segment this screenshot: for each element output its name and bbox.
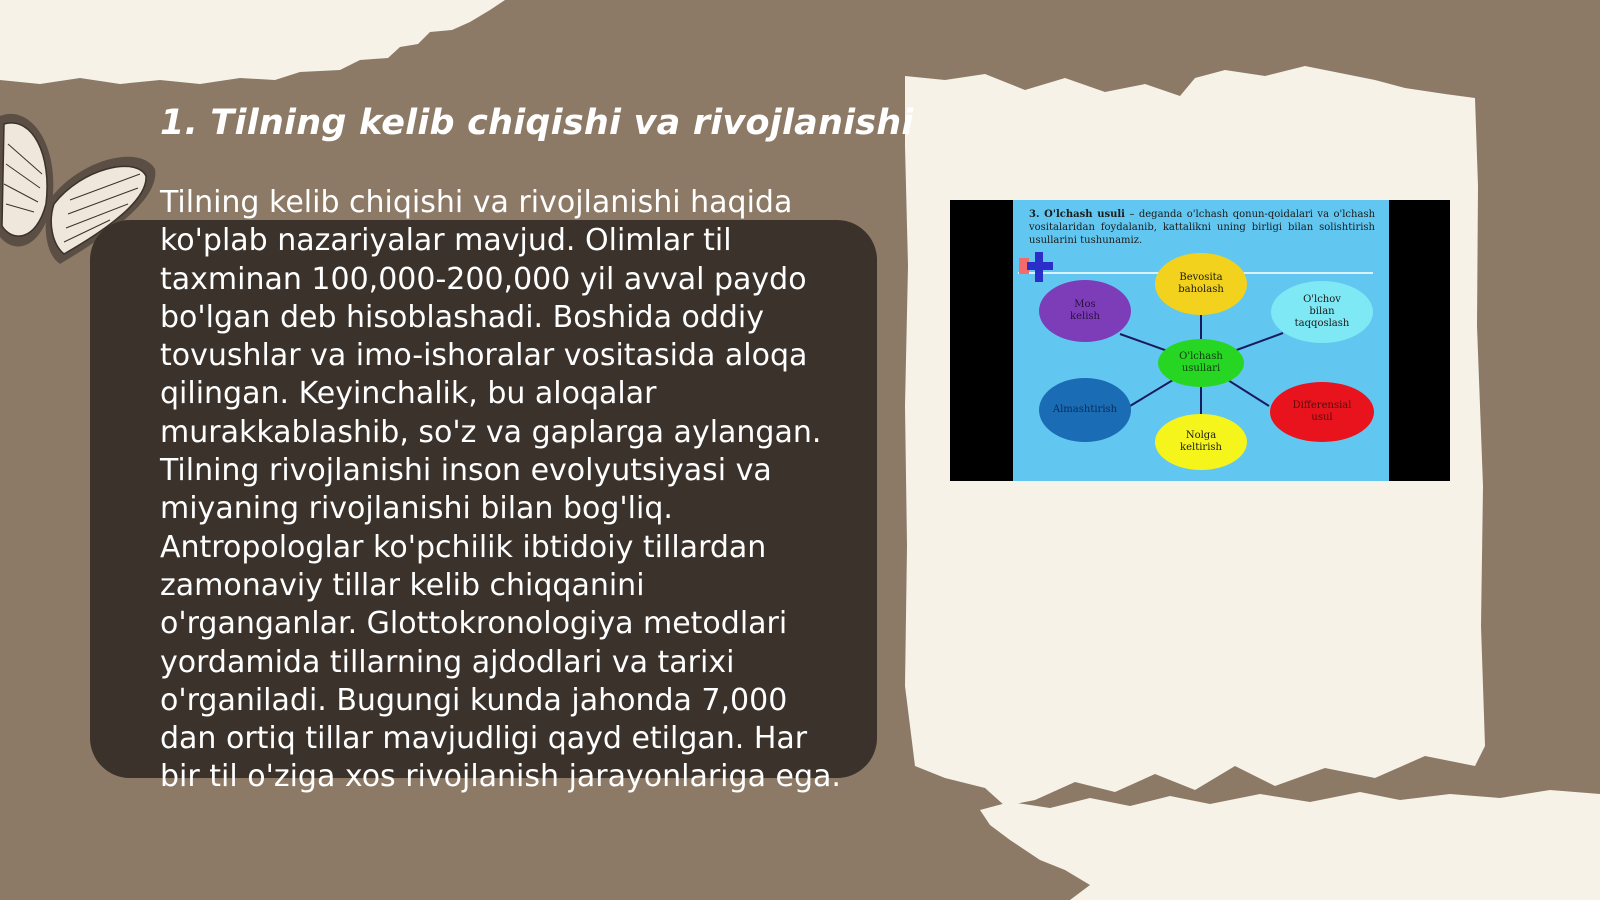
torn-paper-top-left [0,0,560,100]
diagram-node-label-olchov: O'lchov bilan taqqoslash [1294,294,1350,329]
diagram-node-label-center: O'lchash usullari [1179,351,1223,374]
body-text: Tilning kelib chiqishi va rivojlanishi haqida ko'plab nazariyalar mavjud. Olimlar til taxminan 100,000-200,000 yil avval paydo bo'lgan deb hisoblashadi. Boshida oddiy tovushlar va imo-ishoralar vositasida aloqa qilingan. Keyinchalik, bu aloqalar murakkablashib, so'z va gaplarga aylangan. Tilning rivojlanishi inson evolyutsiyasi va miyaning rivojlanishi bilan bog'liq. Antropologlar ko'pchilik ibtidoiy tillardan zamonaviy tillar kelib chiqqanini o'rganganlar. Glottokronologiya metodlari yordamida tillarning ajdodlari va tarixi o'rganiladi. Bugungi kunda jahonda 7,000 dan ortiq tillar mavjudligi qayd etilgan. Har bir til o'ziga xos rivojlanish jarayonlariga ega. [160,185,841,795]
measurement-methods-diagram [1013,200,1389,481]
diagram-node-label-differensial: Differensial usul [1292,400,1352,423]
slide-title: 1. Tilning kelib chiqishi va rivojlanishi [160,103,914,143]
diagram-caption-title: 3. O'lchash usuli [1029,209,1125,220]
diagram-node-label-nolga: Nolga keltirish [1180,430,1222,453]
diagram-node-label-almashtirish: Almashtirish [1052,404,1118,415]
diagram-image [950,200,1450,481]
diagram-node-label-mos: Mos kelish [1070,299,1100,322]
diagram-caption-text: – deganda o'lchash qonun-qoidalari va o'lchash vositalaridan foydalanib, kattalikni uning birligi bilan solishtirish usullarini tushunamiz. [1029,209,1376,246]
diagram-node-label-bevosita: Bevosita baholash [1178,272,1224,295]
